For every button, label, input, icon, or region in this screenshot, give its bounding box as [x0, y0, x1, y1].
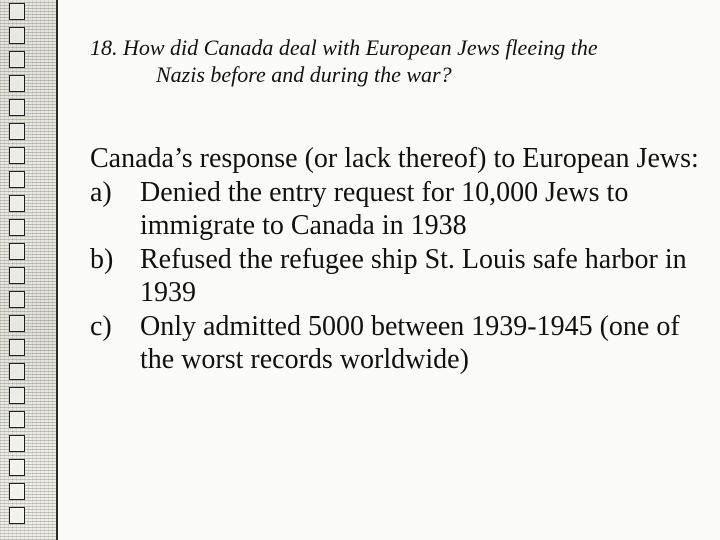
- border-cell: [9, 435, 25, 452]
- border-cell: [9, 507, 25, 524]
- border-cell: [9, 411, 25, 428]
- border-cell: [9, 363, 25, 380]
- border-cell: [9, 483, 25, 500]
- border-cell: [9, 123, 25, 140]
- list-item-c: [90, 310, 700, 377]
- list-marker-a: a): [90, 176, 112, 208]
- list-text-c: Only admitted 5000 between 1939-1945 (one of the worst records worldwide): [140, 310, 680, 375]
- list-item-a: [90, 176, 700, 243]
- border-cell: [9, 459, 25, 476]
- list-marker-b: b): [90, 243, 114, 275]
- border-cell: [9, 291, 25, 308]
- border-cell: [9, 267, 25, 284]
- border-cell: [9, 75, 25, 92]
- border-cell: [9, 243, 25, 260]
- intro-text: Canada’s response (or lack thereof) to European Jews:: [90, 143, 699, 174]
- list-item-b: [90, 243, 700, 310]
- border-cell: [9, 195, 25, 212]
- border-cell: [9, 51, 25, 68]
- border-cell: [9, 315, 25, 332]
- question-heading: [90, 34, 690, 88]
- question-line-2: Nazis before and during the war?: [156, 62, 452, 87]
- slide-body: [90, 142, 700, 377]
- border-cell: [9, 99, 25, 116]
- border-cell: [9, 171, 25, 188]
- decorative-left-border: [0, 0, 58, 540]
- border-cell: [9, 219, 25, 236]
- border-cell: [9, 3, 25, 20]
- border-cell: [9, 387, 25, 404]
- question-line-1: 18. How did Canada deal with European Jews fleeing the: [90, 35, 598, 60]
- list-text-a: Denied the entry request for 10,000 Jews to immigrate to Canada in 1938: [140, 176, 629, 241]
- border-cell: [9, 27, 25, 44]
- list-marker-c: c): [90, 310, 112, 342]
- border-cell: [9, 147, 25, 164]
- border-cell: [9, 339, 25, 356]
- border-cell-column: [9, 0, 27, 540]
- response-list: [90, 176, 700, 377]
- list-text-b: Refused the refugee ship St. Louis safe harbor in 1939: [140, 243, 687, 308]
